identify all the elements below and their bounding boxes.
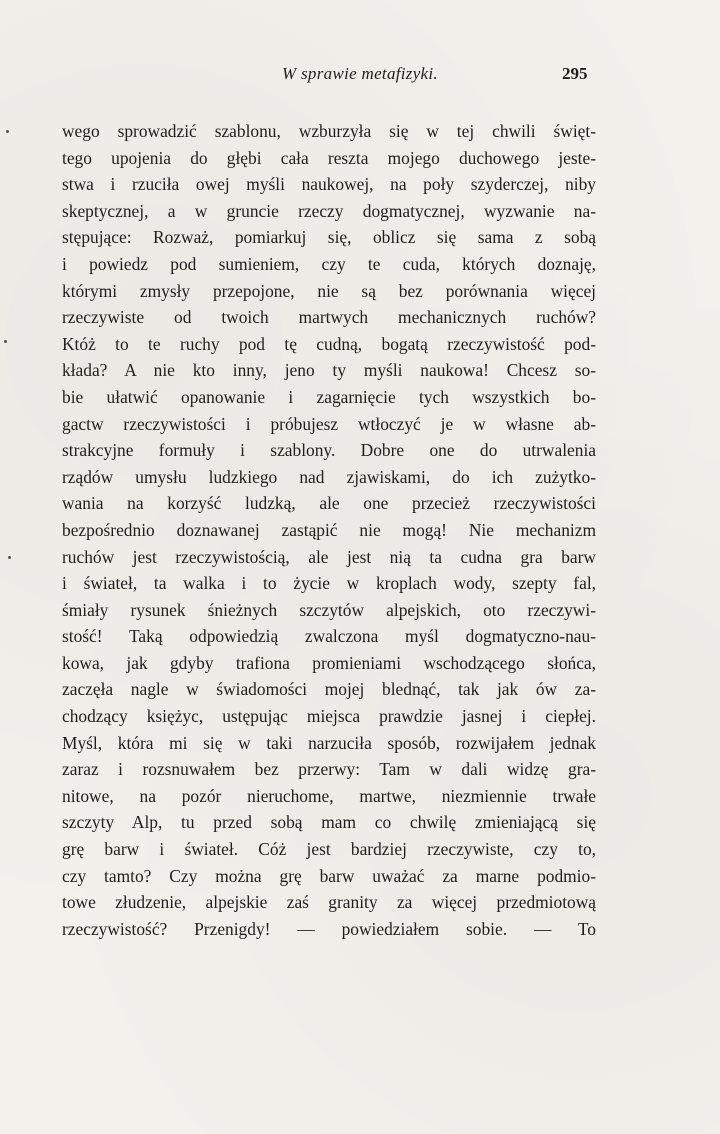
text-line: bezpośrednio doznawanej zastąpić nie mogą! Nie mechanizm — [62, 519, 596, 540]
text-line: stość! Taką odpowiedzią zwalczona myśl dogmatyczno-nau- — [62, 626, 596, 647]
text-line: wego sprowadzić szablonu, wzburzyła się w tej chwili święt- — [62, 121, 596, 141]
text-line: czy tamto? Czy można grę barw uważać za marne podmio- — [62, 865, 596, 886]
text-line: stępujące: Rozważ, pomiarkuj się, oblicz się sama z sobą — [62, 227, 596, 248]
text-line: Któż to te ruchy pod tę cudną, bogatą rzeczywistość pod- — [62, 333, 596, 354]
text-line: grę barw i świateł. Cóż jest bardziej rzeczywiste, czy to, — [62, 839, 596, 860]
text-line: wania na korzyść ludzką, ale one przecież rzeczywistości — [62, 493, 596, 514]
text-line: gactw rzeczywistości i próbujesz wtłoczyć je w własne ab- — [62, 413, 596, 434]
margin-speck — [4, 340, 7, 343]
text-line: kłada? A nie kto inny, jeno ty myśli naukowa! Chcesz so- — [62, 360, 596, 381]
text-line: nitowe, na pozór nieruchome, martwe, niezmiennie trwałe — [62, 785, 596, 806]
text-line: chodzący księżyc, ustępując miejsca prawdzie jasnej i ciepłej. — [62, 706, 596, 727]
text-line: skeptycznej, a w gruncie rzeczy dogmatycznej, wyzwanie na- — [62, 200, 596, 221]
text-line: śmiały rysunek śnieżnych szczytów alpejskich, oto rzeczywi- — [62, 599, 596, 620]
text-line: bie ułatwić opanowanie i zagarnięcie tych wszystkich bo- — [62, 386, 596, 407]
margin-speck — [8, 556, 11, 559]
text-line: szczyty Alp, tu przed sobą mam co chwilę zmieniającą się — [62, 812, 596, 833]
text-line: stwa i rzuciła owej myśli naukowej, na poły szyderczej, niby — [62, 174, 596, 195]
text-line: rządów umysłu ludzkiego nad zjawiskami, do ich zużytko- — [62, 466, 596, 487]
text-line: zaczęła nagle w świadomości mojej blednąć, tak jak ów za- — [62, 679, 596, 700]
text-line: i świateł, ta walka i to życie w kroplach wody, szepty fal, — [62, 573, 596, 594]
text-line: i powiedz pod sumieniem, czy te cuda, których doznaję, — [62, 253, 596, 274]
running-head — [0, 64, 720, 90]
body-text — [62, 118, 596, 942]
text-line: towe złudzenie, alpejskie zaś granity za więcej przedmiotową — [62, 892, 596, 913]
page-number: 295 — [562, 64, 588, 83]
text-line: tego upojenia do głębi cała reszta mojego duchowego jeste- — [62, 147, 596, 168]
text-line: kowa, jak gdyby trafiona promieniami wschodzącego słońca, — [62, 652, 596, 673]
text-line: strakcyjne formuły i szablony. Dobre one do utrwalenia — [62, 440, 596, 461]
margin-speck — [6, 130, 9, 133]
text-line: którymi zmysły przepojone, nie są bez porównania więcej — [62, 280, 596, 301]
text-line: rzeczywiste od twoich martwych mechanicznych ruchów? — [62, 307, 596, 328]
text-line: rzeczywistość? Przenigdy! — powiedziałem sobie. — To — [62, 918, 596, 939]
text-line: ruchów jest rzeczywistością, ale jest nią ta cudna gra barw — [62, 546, 596, 567]
text-line: Myśl, która mi się w taki narzuciła sposób, rozwijałem jednak — [62, 732, 596, 753]
text-line: zaraz i rozsnuwałem bez przerwy: Tam w dali widzę gra- — [62, 759, 596, 780]
running-title: W sprawie metafizyki. — [282, 64, 438, 83]
